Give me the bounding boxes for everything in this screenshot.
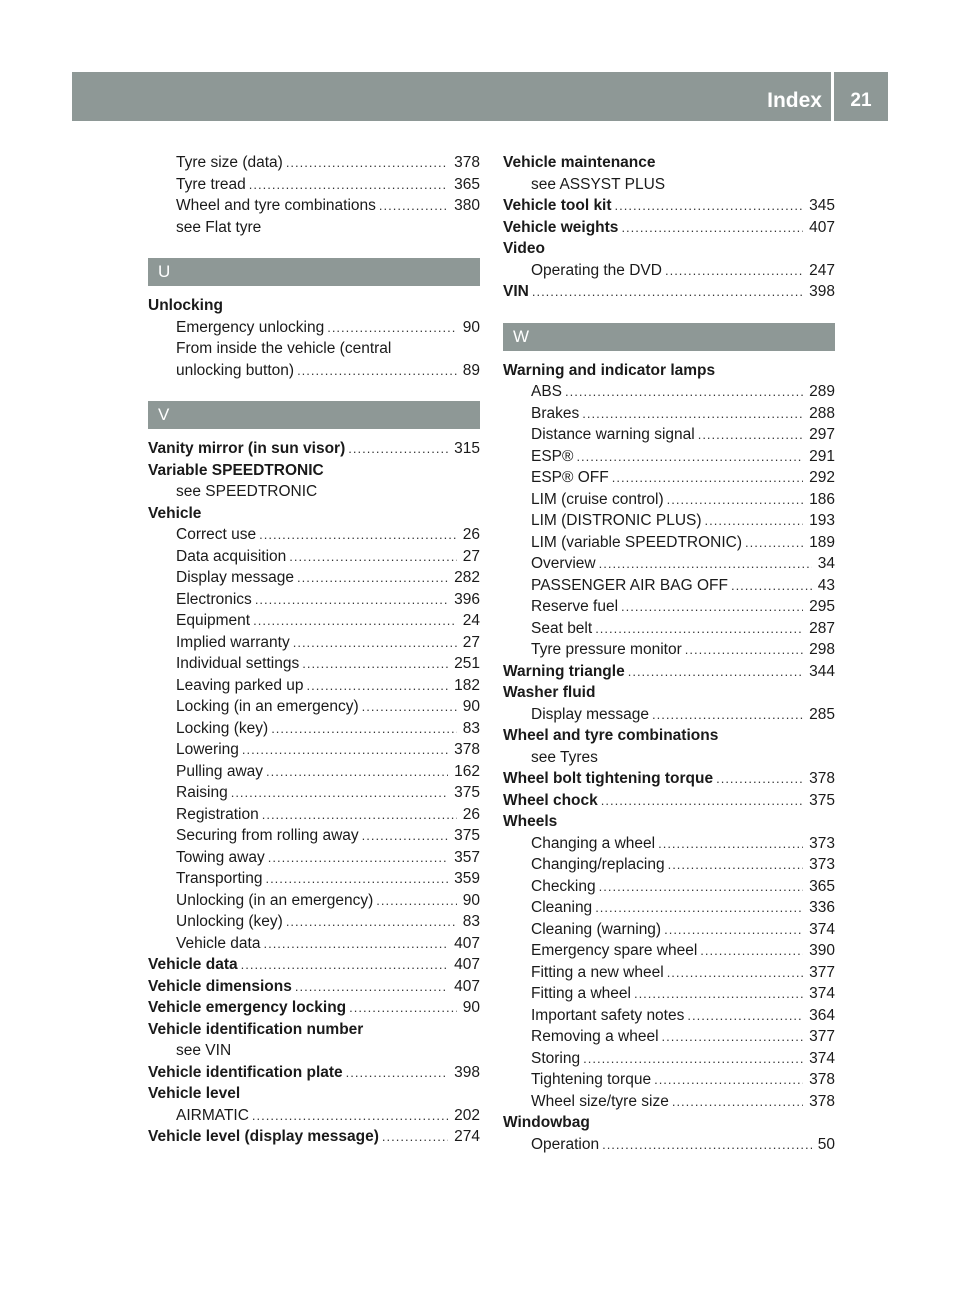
index-heading: Vehicle level (148, 1085, 241, 1102)
index-entry: Vanity mirror (in sun visor) ..... 315 (148, 438, 480, 460)
index-entry: Fitting a wheel ..... 374 (503, 983, 835, 1005)
page-number: 21 (850, 90, 872, 111)
index-entry: Changing/replacing ..... 373 (503, 854, 835, 876)
index-column-right (503, 152, 835, 1155)
section-title: Index (767, 89, 822, 112)
index-entry: Important safety notes ..... 364 (503, 1005, 835, 1027)
index-entry: Overview ..... 34 (503, 553, 835, 575)
index-entry: Removing a wheel ..... 377 (503, 1026, 835, 1048)
index-entry: Emergency spare wheel ..... 390 (503, 940, 835, 962)
index-entry: Changing a wheel ..... 373 (503, 833, 835, 855)
index-entry: VIN ..... 398 (503, 281, 835, 303)
index-entry: Individual settings ..... 251 (148, 653, 480, 675)
index-entry: Fitting a new wheel ..... 377 (503, 962, 835, 984)
index-entry: ESP® OFF ..... 292 (503, 467, 835, 489)
index-entry: Vehicle identification plate ..... 398 (148, 1062, 480, 1084)
index-entry: LIM (variable SPEEDTRONIC) ..... 189 (503, 532, 835, 554)
index-entry: Warning triangle ..... 344 (503, 661, 835, 683)
index-entry: Vehicle weights ..... 407 (503, 217, 835, 239)
see-reference: see VIN (176, 1042, 232, 1059)
index-entry: Emergency unlocking ..... 90 (148, 317, 480, 339)
index-entry: PASSENGER AIR BAG OFF ..... 43 (503, 575, 835, 597)
index-heading: Variable SPEEDTRONIC (148, 461, 324, 479)
index-entry: Correct use ..... 26 (148, 524, 480, 546)
index-entry: Raising ..... 375 (148, 782, 480, 804)
index-entry: Equipment ..... 24 (148, 610, 480, 632)
index-heading: Vehicle (148, 504, 202, 522)
index-heading: Wheels (503, 813, 558, 830)
vehicle-subentries (148, 524, 480, 954)
letter-header-v: V (148, 401, 480, 429)
index-entry: Lowering ..... 378 (148, 739, 480, 761)
index-entry: Tightening torque ..... 378 (503, 1069, 835, 1091)
index-entry: Brakes ..... 288 (503, 403, 835, 425)
see-reference: see ASSYST PLUS (531, 175, 666, 193)
index-entry: Vehicle tool kit ..... 345 (503, 195, 835, 217)
wheels-subentries (503, 833, 835, 1113)
index-entry: Cleaning ..... 336 (503, 897, 835, 919)
see-reference: see Tyres (531, 748, 598, 766)
index-heading: Washer fluid (503, 684, 596, 701)
index-entry: Checking ..... 365 (503, 876, 835, 898)
index-entry: ABS ..... 289 (503, 381, 835, 403)
index-heading: Wheel and tyre combinations (503, 727, 719, 744)
index-entry: ESP® ..... 291 (503, 446, 835, 468)
index-entry: LIM (cruise control) ..... 186 (503, 489, 835, 511)
index-entry: Seat belt ..... 287 (503, 618, 835, 640)
index-heading: Warning and indicator lamps (503, 361, 716, 379)
index-entry: Towing away ..... 357 (148, 847, 480, 869)
header-bar (72, 72, 888, 121)
index-entry: Tyre size (data) ..... 378 (148, 152, 480, 174)
index-heading: Vehicle identification number (148, 1020, 364, 1038)
index-entry: LIM (DISTRONIC PLUS) ..... 193 (503, 510, 835, 532)
index-entry: Storing ..... 374 (503, 1048, 835, 1070)
index-heading: Video (503, 240, 545, 257)
index-entry: Vehicle emergency locking ..... 90 (148, 997, 480, 1019)
index-entry: Pulling away ..... 162 (148, 761, 480, 783)
index-entry: Operation ..... 50 (503, 1134, 835, 1156)
index-entry: Operating the DVD ..... 247 (503, 260, 835, 282)
index-column-left (148, 152, 480, 1148)
index-entry: Distance warning signal ..... 297 (503, 424, 835, 446)
index-entry: Vehicle data ..... 407 (148, 933, 480, 955)
index-entry: Locking (in an emergency) ..... 90 (148, 696, 480, 718)
index-entry: Leaving parked up ..... 182 (148, 675, 480, 697)
index-entry: Implied warranty ..... 27 (148, 632, 480, 654)
warning-subentries (503, 381, 835, 661)
index-entry: Wheel chock ..... 375 (503, 790, 835, 812)
index-heading: Windowbag (503, 1114, 590, 1131)
index-entry: AIRMATIC ..... 202 (148, 1105, 480, 1127)
see-reference: see Flat tyre (176, 218, 262, 236)
index-entry: Unlocking (in an emergency) ..... 90 (148, 890, 480, 912)
index-entry: Wheel bolt tightening torque ..... 378 (503, 768, 835, 790)
index-heading: Vehicle maintenance (503, 154, 656, 171)
index-entry: Display message ..... 282 (148, 567, 480, 589)
index-entry: Display message ..... 285 (503, 704, 835, 726)
index-entry: Electronics ..... 396 (148, 589, 480, 611)
index-entry: Vehicle dimensions ..... 407 (148, 976, 480, 998)
letter-header-u: U (148, 258, 480, 286)
index-entry: Unlocking (key) ..... 83 (148, 911, 480, 933)
index-entry: Data acquisition ..... 27 (148, 546, 480, 568)
index-entry: Vehicle level (display message) ..... 274 (148, 1126, 480, 1148)
index-entry: Reserve fuel ..... 295 (503, 596, 835, 618)
index-entry: Registration ..... 26 (148, 804, 480, 826)
index-entry: Vehicle data ..... 407 (148, 954, 480, 976)
index-entry: Securing from rolling away ..... 375 (148, 825, 480, 847)
index-entry: Tyre tread ..... 365 (148, 174, 480, 196)
index-entry: Transporting ..... 359 (148, 868, 480, 890)
index-entry: From inside the vehicle (central (176, 340, 392, 357)
index-entry: Tyre pressure monitor ..... 298 (503, 639, 835, 661)
index-entry: unlocking button) ..... 89 (148, 360, 480, 382)
index-entry: Cleaning (warning) ..... 374 (503, 919, 835, 941)
letter-header-w: W (503, 323, 835, 351)
see-reference: see SPEEDTRONIC (176, 483, 318, 500)
index-heading: Unlocking (148, 297, 223, 314)
index-entry: Locking (key) ..... 83 (148, 718, 480, 740)
index-entry: Wheel and tyre combinations ..... 380 (148, 195, 480, 217)
index-entry: Wheel size/tyre size ..... 378 (503, 1091, 835, 1113)
